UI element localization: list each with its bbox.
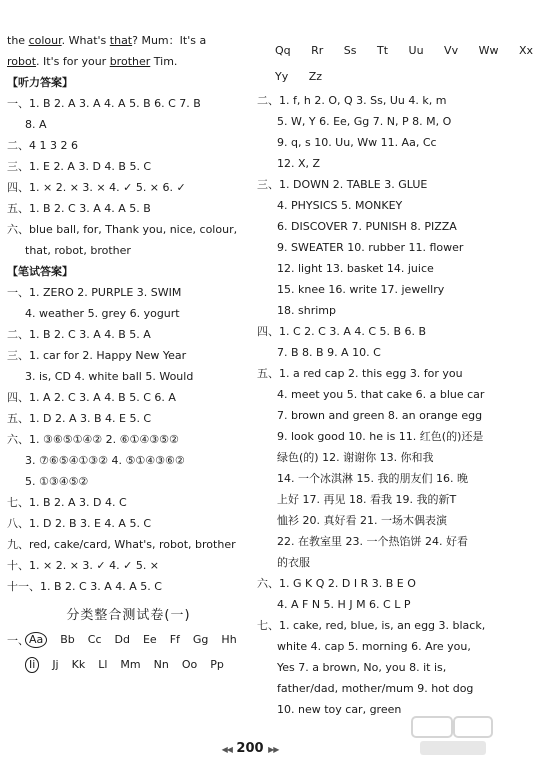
- answer-line: 六、blue ball, for, Thank you, nice, colour,: [7, 223, 238, 236]
- right-column: [257, 38, 533, 720]
- answer-line: 9. SWEATER 10. rubber 11. flower: [277, 241, 464, 254]
- letter-pairs: [52, 658, 237, 671]
- answer-line: 九、red, cake/card, What's, robot, brother: [7, 538, 236, 551]
- text: Tim.: [150, 55, 178, 68]
- answer-line: 12. light 13. basket 14. juice: [277, 262, 434, 275]
- letter-pair: Hh: [221, 633, 237, 646]
- answer-line: 的衣服: [277, 556, 310, 569]
- watermark-logo-icon: [410, 713, 494, 759]
- section-title: 分类整合测试卷(一): [66, 608, 191, 623]
- answer-line: 9. q, s 10. Uu, Ww 11. Aa, Cc: [277, 136, 437, 149]
- question-number: 一、: [7, 633, 29, 647]
- answer-line: 恤衫 20. 真好看 21. 一场木偶表演: [277, 514, 447, 527]
- answer-line: 四、1. C 2. C 3. A 4. C 5. B 6. B: [257, 325, 427, 338]
- letter-pair: Kk: [71, 658, 86, 671]
- left-answer-lines: [7, 72, 250, 597]
- letter-pair: Cc: [87, 633, 102, 646]
- answer-line: 7. brown and green 8. an orange egg: [277, 409, 483, 422]
- page-number: 200: [236, 741, 264, 756]
- intro-line-2: [7, 51, 250, 72]
- answer-line: 4. A F N 5. H J M 6. C L P: [277, 598, 411, 611]
- underlined-answer: robot: [7, 55, 37, 68]
- answer-line: 十、1. × 2. × 3. ✓ 4. ✓ 5. ×: [7, 559, 160, 572]
- answer-line: 4. meet you 5. that cake 6. a blue car: [277, 388, 485, 401]
- answer-line: 一、1. ZERO 2. PURPLE 3. SWIM: [7, 286, 182, 299]
- answer-line: 9. look good 10. he is 11. 红色(的)还是: [277, 430, 484, 443]
- letter-pair: Ee: [142, 633, 157, 646]
- answer-line: 七、1. B 2. A 3. D 4. C: [7, 496, 127, 509]
- alphabet-row-2: [7, 652, 250, 677]
- text: the: [7, 34, 29, 47]
- answer-line: 一、1. B 2. A 3. A 4. A 5. B 6. C 7. B: [7, 97, 201, 110]
- left-column: [7, 30, 250, 677]
- answer-line: 六、1. ③⑥⑤①④② 2. ⑥①④③⑤②: [7, 433, 179, 446]
- letter-row-2: Yy Zz: [275, 70, 323, 83]
- answer-line: 4. weather 5. grey 6. yogurt: [25, 307, 180, 320]
- answer-line: 【笔试答案】: [7, 265, 73, 278]
- answer-line: 二、1. B 2. C 3. A 4. B 5. A: [7, 328, 151, 341]
- answer-line: 三、1. car for 2. Happy New Year: [7, 349, 187, 362]
- letter-pair: Oo: [181, 658, 198, 671]
- answer-line: 八、1. D 2. B 3. E 4. A 5. C: [7, 517, 152, 530]
- text: ? Mum：It's a: [132, 34, 207, 47]
- answer-line: 6. DISCOVER 7. PUNISH 8. PIZZA: [277, 220, 457, 233]
- answer-line: 五、1. B 2. C 3. A 4. A 5. B: [7, 202, 151, 215]
- answer-line: 4. PHYSICS 5. MONKEY: [277, 199, 403, 212]
- text: . It's for your: [36, 55, 110, 68]
- circled-letter-pair: Aa: [25, 632, 47, 648]
- answer-line: 四、1. A 2. C 3. A 4. B 5. C 6. A: [7, 391, 176, 404]
- underlined-answer: that: [109, 34, 133, 47]
- answer-line: 二、1. f, h 2. O, Q 3. Ss, Uu 4. k, m: [257, 94, 447, 107]
- answer-line: 22. 在教室里 23. 一个热馅饼 24. 好看: [277, 535, 468, 548]
- answer-line: 二、4 1 3 2 6: [7, 139, 78, 152]
- answer-line: 五、1. D 2. A 3. B 4. E 5. C: [7, 412, 152, 425]
- prev-arrow-icon: ◀◀: [221, 745, 232, 754]
- answer-line: 五、1. a red cap 2. this egg 3. for you: [257, 367, 463, 380]
- next-arrow-icon: ▶▶: [268, 745, 279, 754]
- answer-line: 十一、1. B 2. C 3. A 4. A 5. C: [7, 580, 162, 593]
- alphabet-row-1: [7, 627, 250, 652]
- letter-pair: Pp: [210, 658, 224, 671]
- letter-pair: Mm: [120, 658, 141, 671]
- answer-line: white 4. cap 5. morning 6. Are you,: [277, 640, 471, 653]
- answer-line: that, robot, brother: [25, 244, 131, 257]
- letter-pair: Dd: [114, 633, 130, 646]
- answer-line: 15. knee 16. write 17. jewellry: [277, 283, 445, 296]
- text: . What's: [61, 34, 110, 47]
- answer-line: 5. ①③④⑤②: [25, 475, 89, 488]
- answer-line: 3. is, CD 4. white ball 5. Would: [25, 370, 194, 383]
- answer-line: 12. X, Z: [277, 157, 321, 170]
- letter-pair: Ff: [169, 633, 180, 646]
- answer-line: Yes 7. a brown, No, you 8. it is,: [277, 661, 447, 674]
- answer-line: 3. ⑦⑥⑤④①③② 4. ⑤①④③⑥②: [25, 454, 185, 467]
- letter-pair: Gg: [192, 633, 209, 646]
- answer-line: 【听力答案】: [7, 76, 73, 89]
- letter-pair: Jj: [52, 658, 59, 671]
- intro-line-1: [7, 30, 250, 51]
- answer-line: 7. B 8. B 9. A 10. C: [277, 346, 381, 359]
- answer-line: 8. A: [25, 118, 47, 131]
- answer-line: 三、1. E 2. A 3. D 4. B 5. C: [7, 160, 152, 173]
- letter-pair: Nn: [153, 658, 169, 671]
- answer-line: 四、1. × 2. × 3. × 4. ✓ 5. × 6. ✓: [7, 181, 186, 194]
- answer-line: father/dad, mother/mum 9. hot dog: [277, 682, 474, 695]
- answer-line: 上好 17. 再见 18. 看我 19. 我的新T: [277, 493, 457, 506]
- circled-letter-pair: Ii: [25, 657, 39, 673]
- answer-line: 10. new toy car, green: [277, 703, 402, 716]
- letter-pair: Bb: [60, 633, 75, 646]
- answer-line: 5. W, Y 6. Ee, Gg 7. N, P 8. M, O: [277, 115, 452, 128]
- letter-row-1: Qq Rr Ss Tt Uu Vv Ww Xx: [275, 44, 533, 57]
- answer-line: 三、1. DOWN 2. TABLE 3. GLUE: [257, 178, 428, 191]
- answer-line: 六、1. G K Q 2. D I R 3. B E O: [257, 577, 416, 590]
- letter-pairs: [60, 633, 249, 646]
- underlined-answer: brother: [109, 55, 151, 68]
- answer-line: 14. 一个冰淇淋 15. 我的朋友们 16. 晚: [277, 472, 468, 485]
- right-answer-lines: [257, 90, 495, 720]
- answer-line: 七、1. cake, red, blue, is, an egg 3. black,: [257, 619, 486, 632]
- letter-pair: Ll: [98, 658, 108, 671]
- answer-line: 18. shrimp: [277, 304, 336, 317]
- underlined-answer: colour: [28, 34, 62, 47]
- answer-line: 绿色(的) 12. 谢谢你 13. 你和我: [277, 451, 434, 464]
